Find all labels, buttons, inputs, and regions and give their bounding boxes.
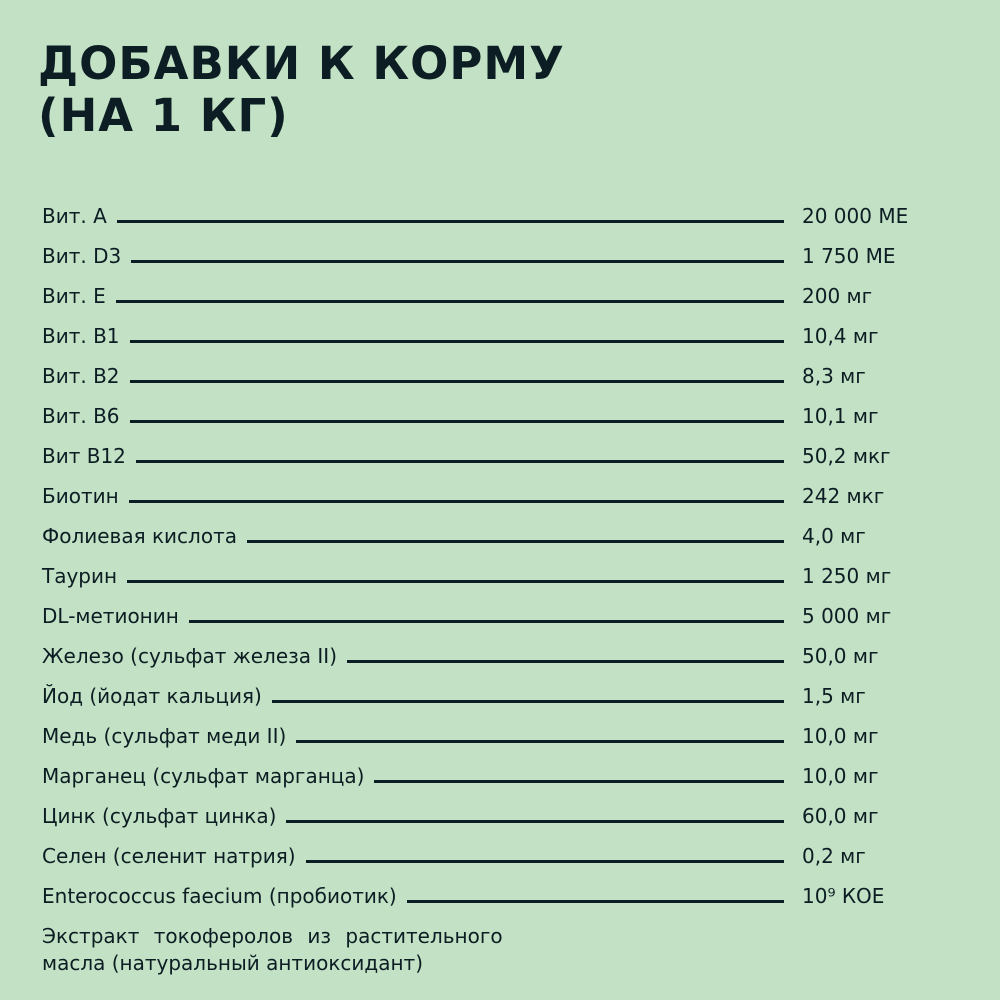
item-value: 60,0 мг [802,804,879,828]
list-item [42,756,942,796]
leader-line [136,460,784,463]
list-item [42,476,942,516]
leader-line [247,540,784,543]
leader-line [272,700,784,703]
item-value: 50,0 мг [802,644,879,668]
item-value: 10,0 мг [802,724,879,748]
note-line-2: масла (натуральный антиоксидант) [42,951,424,975]
leader-line [131,260,784,263]
item-label: Вит. В6 [42,404,120,428]
list-item [42,516,942,556]
leader-line [286,820,784,823]
leader-line [129,500,784,503]
list-item [42,436,942,476]
item-value: 0,2 мг [802,844,866,868]
item-label: Марганец (сульфат марганца) [42,764,365,788]
item-label: Вит. В2 [42,364,120,388]
item-value: 10,1 мг [802,404,879,428]
leader-line [374,780,784,783]
item-label: Селен (селенит натрия) [42,844,296,868]
item-label: Железо (сульфат железа II) [42,644,337,668]
leader-line [306,860,784,863]
item-value: 8,3 мг [802,364,866,388]
note-line-1: Экстракт токоферолов из растительного [42,924,503,948]
item-value: 10,0 мг [802,764,879,788]
list-item [42,716,942,756]
leader-line [130,340,784,343]
item-value: 10,4 мг [802,324,879,348]
item-value: 4,0 мг [802,524,866,548]
item-value: 1 250 мг [802,564,892,588]
item-value: 1 750 МЕ [802,244,896,268]
item-value: 200 мг [802,284,873,308]
item-label: Медь (сульфат меди II) [42,724,287,748]
leader-line [407,900,784,903]
item-label: Вит В12 [42,444,126,468]
leader-line [296,740,784,743]
item-label: Enterococcus faecium (пробиотик) [42,884,397,908]
antioxidant-note [42,923,503,977]
list-item [42,196,942,236]
item-label: Таурин [42,564,118,588]
title-line-1: ДОБАВКИ К КОРМУ [38,37,565,90]
list-item [42,796,942,836]
item-value: 242 мкг [802,484,885,508]
item-label: Вит. D3 [42,244,122,268]
leader-line [117,220,784,223]
item-label: Цинк (сульфат цинка) [42,804,277,828]
item-value: 50,2 мкг [802,444,891,468]
leader-line [347,660,784,663]
item-value: 1,5 мг [802,684,866,708]
leader-line [130,380,784,383]
item-label: Фолиевая кислота [42,524,237,548]
list-item [42,876,942,916]
leader-line [127,580,784,583]
list-item [42,396,942,436]
list-item [42,356,942,396]
item-label: DL-метионин [42,604,179,628]
list-item [42,556,942,596]
leader-line [116,300,784,303]
item-value: 5 000 мг [802,604,892,628]
item-label: Вит. А [42,204,107,228]
list-item [42,836,942,876]
item-value: 10⁹ КОЕ [802,884,885,908]
leader-line [189,620,784,623]
leader-line [130,420,784,423]
page-title [38,38,565,142]
list-item [42,636,942,676]
item-label: Вит. В1 [42,324,120,348]
list-item [42,276,942,316]
list-item [42,236,942,276]
list-item [42,676,942,716]
item-label: Йод (йодат кальция) [42,684,262,708]
supplements-list [42,196,942,916]
title-line-2: (НА 1 КГ) [38,89,289,142]
list-item [42,316,942,356]
item-value: 20 000 МЕ [802,204,909,228]
item-label: Вит. Е [42,284,106,308]
list-item [42,596,942,636]
item-label: Биотин [42,484,119,508]
